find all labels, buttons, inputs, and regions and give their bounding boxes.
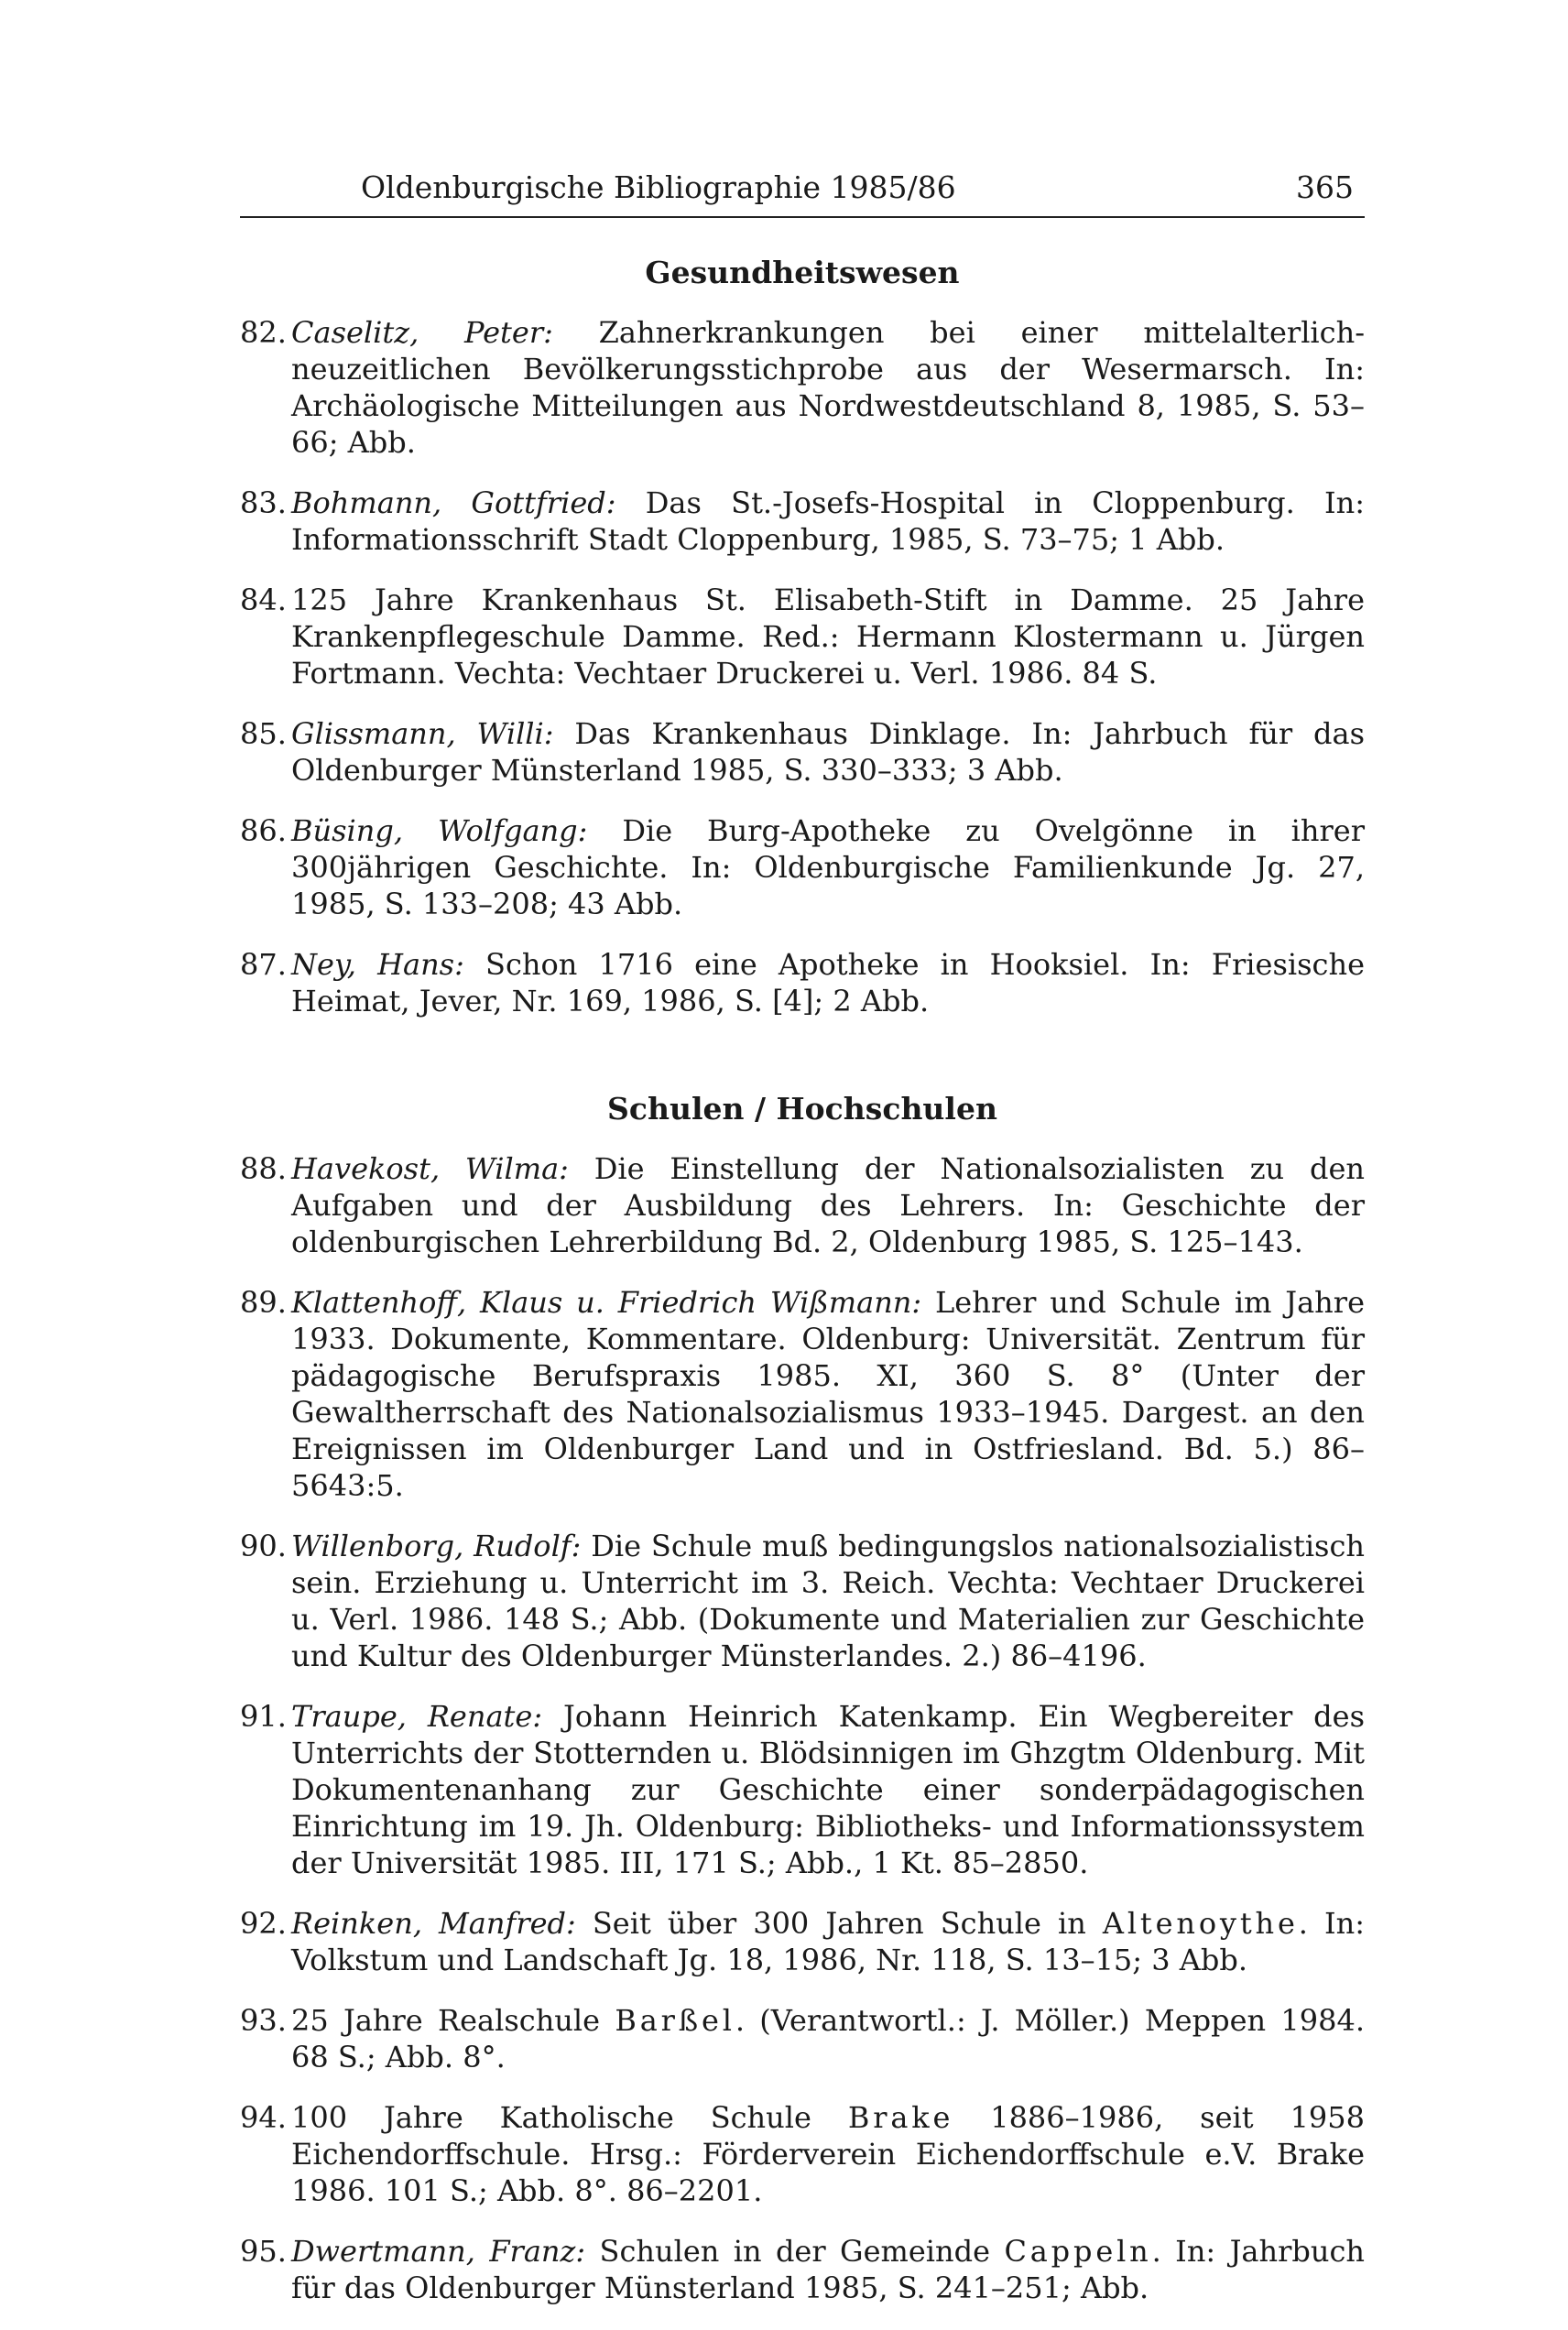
bibliography-entry: [240, 2233, 1365, 2306]
bibliography-entry: [240, 1528, 1365, 1674]
entry-body: [291, 582, 1365, 691]
entry-text: 125 Jahre Krankenhaus St. Elisabeth-Stift in Damme. 25 Jahre Krankenpflegeschule Damme. Red.: Hermann Klostermann u. Jürgen Fortmann. Vechta: Vechtaer Druckerei u. Verl. 1986. 84 S.: [291, 582, 1365, 691]
entry-place: Barßel: [615, 2003, 735, 2038]
entry-body: [291, 812, 1365, 922]
entry-number: 86.: [240, 813, 287, 848]
entry-text: Johann Heinrich Katenkamp. Ein Wegbereiter des Unterrichts der Stotternden u. Blödsinnigen im Ghzgtm Oldenburg. Mit Dokumentenanhang zur Geschichte einer sonderpädagogischen Einrichtung im 19. Jh. Oldenburg: Bibliotheks- und Informationssystem der Universität 1985. III, 171 S.; Abb., 1 Kt. 85–2850.: [291, 1699, 1366, 1880]
entry-body: [291, 946, 1365, 1019]
entry-number: 93.: [240, 2003, 287, 2038]
entry-place: Cappeln: [1004, 2234, 1152, 2269]
entry-body: [291, 715, 1365, 789]
entry-text: 25 Jahre Realschule: [291, 2003, 615, 2038]
bibliography-entry: [240, 715, 1365, 789]
entry-author: Büsing, Wolfgang:: [291, 813, 588, 848]
entry-body: [291, 314, 1365, 461]
entry-body: [291, 2233, 1365, 2306]
bibliography-entry: [240, 1284, 1365, 1504]
entry-number: 88.: [240, 1151, 287, 1186]
entry-body: [291, 1698, 1365, 1881]
entry-number: 89.: [240, 1285, 287, 1320]
entry-text: Die Schule muß bedingungslos nationalsozialistisch sein. Erziehung u. Unterricht im 3. Reich. Vechta: Vechtaer Druckerei u. Verl. 1986. 148 S.; Abb. (Dokumente und Materialien zur Geschichte und Kultur des Oldenburger Münsterlandes. 2.) 86–4196.: [291, 1529, 1365, 1673]
entry-author: Bohmann, Gottfried:: [291, 485, 616, 520]
bibliography-entry: [240, 2002, 1365, 2075]
entry-text: . In: Jahrbuch für das Oldenburger Münsterland 1985, S. 241–251; Abb.: [291, 2234, 1366, 2305]
bibliography-entry: [240, 812, 1365, 922]
entry-number: 94.: [240, 2100, 287, 2135]
entry-body: [291, 1150, 1365, 1260]
entry-text: 100 Jahre Katholische Schule: [291, 2100, 848, 2135]
entry-number: 92.: [240, 1906, 287, 1941]
entry-body: [291, 1528, 1365, 1674]
entry-text: Zahnerkrankungen bei einer mittelalterlich-neuzeitlichen Bevölkerungsstichprobe aus der Wesermarsch. In: Archäologische Mitteilungen aus Nordwestdeutschland 8, 1985, S. 53–66; Abb.: [291, 315, 1365, 460]
entry-author: Klattenhoff, Klaus u. Friedrich Wißmann:: [291, 1285, 922, 1320]
entry-body: [291, 2099, 1365, 2209]
entry-text: Das Krankenhaus Dinklage. In: Jahrbuch für das Oldenburger Münsterland 1985, S. 330–333; 3 Abb.: [291, 716, 1366, 788]
bibliography-entry: [240, 2099, 1365, 2209]
entry-author: Ney, Hans:: [291, 947, 464, 982]
running-header: [240, 169, 1365, 218]
entry-body: [291, 1905, 1365, 1978]
page: [240, 169, 1365, 2330]
entry-text: Die Einstellung der Nationalsozialisten zu den Aufgaben und der Ausbildung des Lehrers. In: Geschichte der oldenburgischen Lehrerbildung Bd. 2, Oldenburg 1985, S. 125–143.: [291, 1151, 1366, 1259]
entry-number: 87.: [240, 947, 287, 982]
bibliography-entry: [240, 314, 1365, 461]
entry-text: Schulen in der Gemeinde: [585, 2234, 1005, 2269]
entry-text: 1886–1986, seit 1958 Eichendorffschule. Hrsg.: Förderverein Eichendorffschule e.V. Brake 1986. 101 S.; Abb. 8°. 86–2201.: [291, 2100, 1366, 2208]
entry-body: [291, 2002, 1365, 2075]
entry-body: [291, 1284, 1365, 1504]
entry-text: . (Verantwortl.: J. Möller.) Meppen 1984. 68 S.; Abb. 8°.: [291, 2003, 1366, 2074]
entry-number: 85.: [240, 716, 287, 751]
entry-text: Das St.-Josefs-Hospital in Cloppenburg. In: Informationsschrift Stadt Cloppenburg, 1985, S. 73–75; 1 Abb.: [291, 485, 1365, 557]
entry-number: 84.: [240, 582, 287, 617]
entry-number: 91.: [240, 1699, 287, 1734]
entry-number: 83.: [240, 485, 287, 520]
bibliography-entry: [240, 1698, 1365, 1881]
entry-number: 82.: [240, 315, 287, 350]
entry-place: Brake: [847, 2100, 954, 2135]
section-title-gesundheitswesen: Gesundheitswesen: [645, 255, 960, 290]
entry-number: 90.: [240, 1529, 287, 1563]
entry-author: Havekost, Wilma:: [291, 1151, 569, 1186]
bibliography-entry: [240, 946, 1365, 1019]
bibliography-entry: [240, 582, 1365, 691]
entry-body: [291, 485, 1365, 558]
bibliography-entry: [240, 485, 1365, 558]
bibliography-entry: [240, 1905, 1365, 1978]
section-title-schulen: Schulen / Hochschulen: [607, 1091, 997, 1127]
header-title: Oldenburgische Bibliographie 1985/86: [361, 169, 956, 205]
entry-author: Reinken, Manfred:: [291, 1906, 576, 1941]
page-number: 365: [1296, 169, 1354, 205]
entry-author: Glissmann, Willi:: [291, 716, 554, 751]
entry-text: Schon 1716 eine Apotheke in Hooksiel. In: Friesische Heimat, Jever, Nr. 169, 1986, S. [4]; 2 Abb.: [291, 947, 1365, 1018]
entry-author: Caselitz, Peter:: [291, 315, 553, 350]
bibliography-entry: [240, 1150, 1365, 1260]
entry-author: Willenborg, Rudolf:: [291, 1529, 582, 1563]
entry-author: Dwertmann, Franz:: [291, 2234, 586, 2269]
entry-text: Seit über 300 Jahren Schule in: [575, 1906, 1103, 1941]
entry-place: Altenoythe: [1102, 1906, 1299, 1941]
entry-text: . In: Volkstum und Landschaft Jg. 18, 1986, Nr. 118, S. 13–15; 3 Abb.: [291, 1906, 1366, 1977]
entry-text: Lehrer und Schule im Jahre 1933. Dokumente, Kommentare. Oldenburg: Universität. Zentrum für pädagogische Berufspraxis 1985. XI, 360 S. 8° (Unter der Gewaltherrschaft des Nationalsozialismus 1933–1945. Dargest. an den Ereignissen im Oldenburger Land und in Ostfriesland. Bd. 5.) 86–5643:5.: [291, 1285, 1365, 1503]
entry-text: Die Burg-Apotheke zu Ovelgönne in ihrer 300jährigen Geschichte. In: Oldenburgische Familienkunde Jg. 27, 1985, S. 133–208; 43 Abb.: [291, 813, 1365, 921]
entry-author: Traupe, Renate:: [291, 1699, 543, 1734]
entry-number: 95.: [240, 2234, 287, 2269]
